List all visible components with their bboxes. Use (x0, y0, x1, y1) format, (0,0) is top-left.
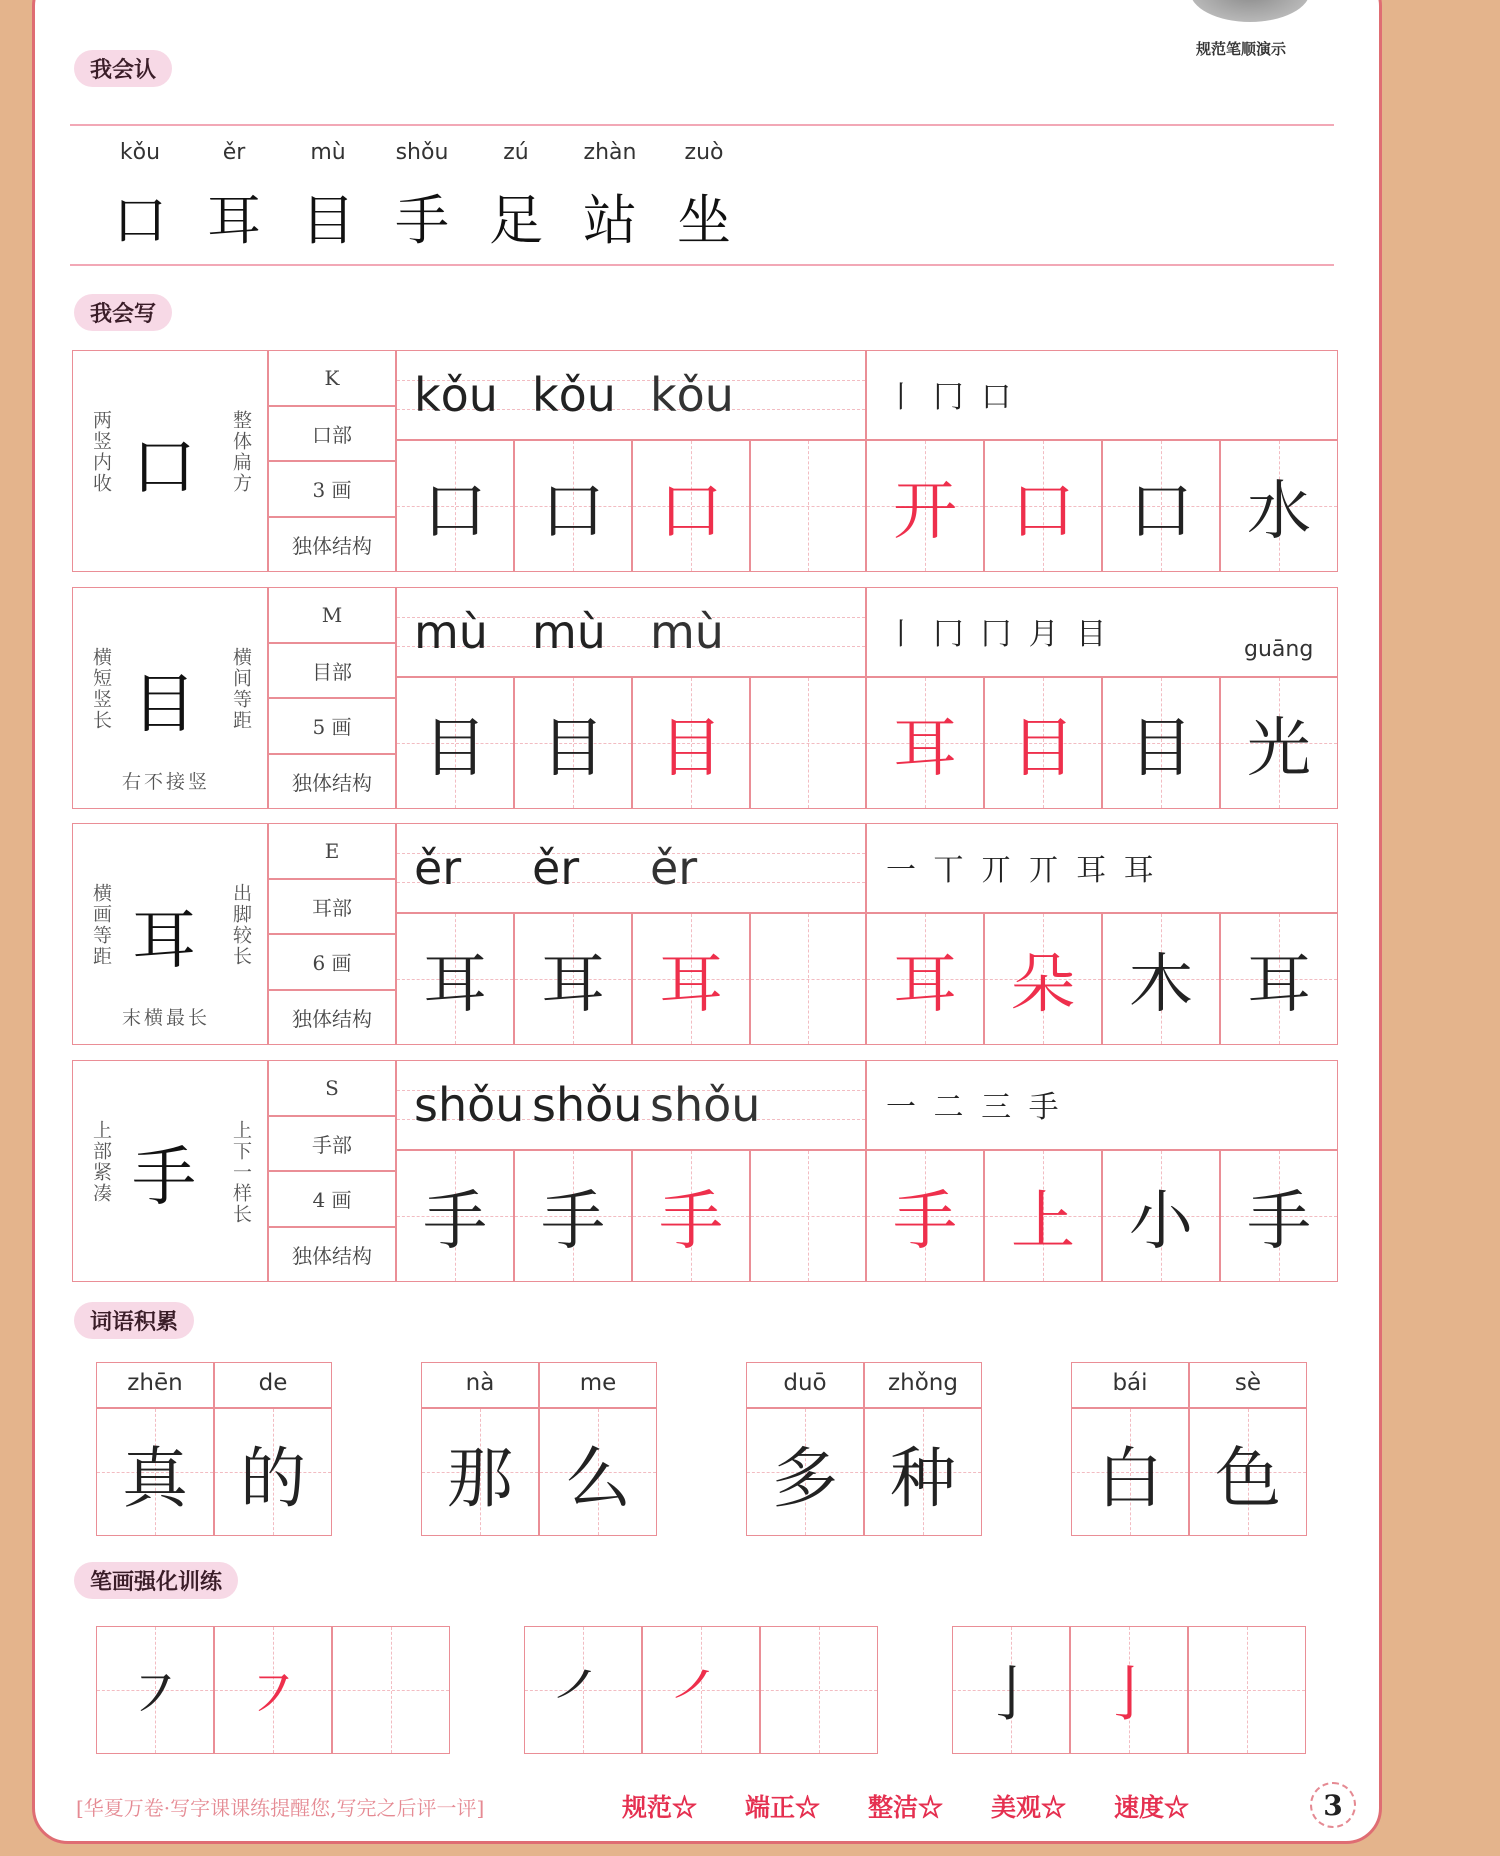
pinyin-band (396, 823, 866, 913)
recognize-char: 目 (301, 189, 355, 252)
recognize-char: 站 (583, 189, 637, 252)
page-number-text: 3 (1323, 1788, 1343, 1822)
pinyin-practice: shǒu (414, 1078, 525, 1132)
practice-char: 手 (659, 1185, 723, 1259)
practice-char: 手 (541, 1185, 605, 1259)
grid-guide-v (808, 1151, 809, 1281)
vocab-pinyin: duō (783, 1370, 827, 1396)
word-char: 目 (1011, 712, 1075, 786)
word-char: 手 (893, 1185, 957, 1259)
vocab-char: 真 (122, 1439, 188, 1517)
tip-left: 上部紧凑 (90, 1120, 112, 1204)
stroke-order: 丨 ⼌ 冂 月 目 (886, 617, 1111, 652)
pinyin-guide (397, 853, 865, 854)
practice-cell (632, 440, 750, 572)
demo-badge-image (1190, 0, 1310, 22)
stroke-glyph: ㇇ (243, 1660, 303, 1730)
practice-cell-empty (750, 1150, 866, 1282)
meta-letter (268, 1060, 396, 1116)
section-header-strokes: 笔画强化训练 (74, 1562, 238, 1599)
word-char: 耳 (1247, 948, 1311, 1022)
pinyin-practice: kǒu (650, 368, 734, 422)
word-char: 朵 (1011, 948, 1075, 1022)
demo-char: 口 (132, 431, 196, 505)
practice-cell-empty (750, 440, 866, 572)
vocab-char: 那 (447, 1439, 513, 1517)
word-char: 耳 (893, 712, 957, 786)
recognize-pinyin: mù (310, 140, 346, 165)
tip-right: 横间等距 (230, 647, 252, 731)
pinyin-practice: ěr (532, 841, 580, 895)
vocab-char: 白 (1097, 1439, 1163, 1517)
practice-char: 耳 (541, 948, 605, 1022)
stroke-order: 一 丅 丌 丌 耳 耳 (886, 853, 1158, 888)
vocab-char-cell (539, 1408, 657, 1536)
vocab-char: 种 (890, 1439, 956, 1517)
rating-label: 整洁☆ (868, 1793, 944, 1822)
word-char: 口 (1011, 475, 1075, 549)
meta-structure-text: 独体结构 (292, 1006, 372, 1031)
stroke-glyph: 亅 (1099, 1660, 1159, 1730)
word-cell (1220, 677, 1338, 809)
vocab-char: 的 (240, 1439, 306, 1517)
tip-left: 横画等距 (90, 883, 112, 967)
word-char: 耳 (893, 948, 957, 1022)
word-char: 小 (1129, 1185, 1193, 1259)
meta-letter-text: S (325, 1075, 339, 1100)
stroke-practice-cell (642, 1626, 760, 1754)
divider-line (70, 264, 1334, 266)
pinyin-guide (397, 882, 865, 883)
practice-char: 口 (659, 475, 723, 549)
pinyin-practice: ěr (414, 841, 462, 895)
grid-guide-v (1247, 1627, 1248, 1753)
stroke-practice-cell (524, 1626, 642, 1754)
meta-letter (268, 350, 396, 406)
meta-letter-text: M (321, 602, 343, 627)
practice-cell-empty (750, 677, 866, 809)
meta-radical (268, 879, 396, 935)
meta-letter-text: E (324, 838, 340, 863)
stroke-glyph: 亅 (981, 1660, 1041, 1730)
word-char: 手 (1247, 1185, 1311, 1259)
stroke-practice-cell (96, 1626, 214, 1754)
word-char: 开 (893, 475, 957, 549)
stroke-order: 丨 ⼌ 口 (886, 380, 1016, 415)
section-header-write: 我会写 (74, 294, 172, 331)
meta-strokes (268, 1171, 396, 1227)
meta-radical (268, 406, 396, 462)
vocab-char-cell (1189, 1408, 1307, 1536)
vocab-char-cell (1071, 1408, 1189, 1536)
practice-cell (396, 440, 514, 572)
practice-char: 目 (423, 712, 487, 786)
practice-cell (514, 440, 632, 572)
practice-char: 目 (659, 712, 723, 786)
recognize-pinyin: zú (503, 140, 529, 165)
stroke-glyph: ㇇ (125, 1660, 185, 1730)
vocab-pinyin: sè (1234, 1370, 1262, 1396)
grid-guide-v (819, 1627, 820, 1753)
pinyin-practice: ěr (650, 841, 698, 895)
practice-cell (396, 1150, 514, 1282)
vocab-char: 色 (1215, 1439, 1281, 1517)
practice-char: 目 (541, 712, 605, 786)
word-cell (1102, 1150, 1220, 1282)
stroke-practice-cell (760, 1626, 878, 1754)
pinyin-practice: kǒu (532, 368, 616, 422)
meta-strokes-text: 6 画 (312, 951, 352, 976)
word-cell (984, 913, 1102, 1045)
word-cell (866, 1150, 984, 1282)
rating-label: 端正☆ (745, 1793, 821, 1822)
word-cell (866, 677, 984, 809)
meta-strokes-text: 5 画 (312, 715, 352, 740)
recognize-pinyin: shǒu (395, 140, 449, 165)
meta-structure (268, 990, 396, 1046)
recognize-char: 耳 (207, 189, 261, 252)
recognize-char: 口 (113, 189, 167, 252)
practice-char: 手 (423, 1185, 487, 1259)
practice-cell (514, 1150, 632, 1282)
word-char: 上 (1011, 1185, 1075, 1259)
word-cell (866, 440, 984, 572)
tip-right: 整体扁方 (230, 410, 252, 494)
vocab-pinyin: zhēn (127, 1370, 183, 1396)
recognize-pinyin: zhàn (583, 140, 637, 165)
meta-strokes (268, 698, 396, 754)
divider-line (70, 124, 1334, 126)
section-header-vocab: 词语积累 (74, 1302, 194, 1339)
meta-structure-text: 独体结构 (292, 533, 372, 558)
word-char: 光 (1247, 712, 1311, 786)
stroke-practice-cell (1070, 1626, 1188, 1754)
meta-radical-text: 手部 (312, 1132, 352, 1157)
word-cell (984, 1150, 1102, 1282)
grid-guide-v (808, 441, 809, 571)
meta-structure-text: 独体结构 (292, 770, 372, 795)
word-cell (1102, 440, 1220, 572)
meta-letter (268, 823, 396, 879)
word-cell (866, 913, 984, 1045)
vocab-char-cell (864, 1408, 982, 1536)
recognize-pinyin: kǒu (119, 140, 161, 165)
practice-cell (514, 677, 632, 809)
demo-char: 目 (132, 668, 196, 742)
tip-right: 出脚较长 (230, 883, 252, 967)
meta-structure (268, 1227, 396, 1283)
stroke-order: 一 二 三 手 (886, 1090, 1063, 1125)
recognize-pinyin: zuò (684, 140, 724, 165)
vocab-char-cell (421, 1408, 539, 1536)
vocab-pinyin: de (258, 1370, 288, 1396)
tip-left: 两竖内收 (90, 410, 112, 494)
stroke-practice-cell (214, 1626, 332, 1754)
vocab-char-cell (746, 1408, 864, 1536)
vocab-char-cell (96, 1408, 214, 1536)
practice-cell (632, 677, 750, 809)
word-cell (1102, 913, 1220, 1045)
meta-letter-text: K (324, 365, 340, 390)
stroke-practice-cell (332, 1626, 450, 1754)
grid-guide-v (808, 914, 809, 1044)
meta-structure-text: 独体结构 (292, 1243, 372, 1268)
rating-label: 美观☆ (991, 1793, 1067, 1822)
meta-radical-text: 口部 (312, 422, 352, 447)
pinyin-practice: mù (650, 605, 724, 659)
pinyin-practice: mù (532, 605, 606, 659)
demo-char: 手 (132, 1141, 196, 1215)
word-cell (1220, 1150, 1338, 1282)
pinyin-practice: shǒu (532, 1078, 643, 1132)
tip-left: 横短竖长 (90, 647, 112, 731)
practice-cell (632, 1150, 750, 1282)
word-char: 木 (1129, 948, 1193, 1022)
rating-label: 速度☆ (1114, 1793, 1190, 1822)
rating-label: 规范☆ (622, 1793, 698, 1822)
pinyin-practice: shǒu (650, 1078, 761, 1132)
meta-strokes (268, 461, 396, 517)
meta-radical-text: 目部 (312, 659, 352, 684)
meta-structure (268, 754, 396, 810)
word-cell (1220, 440, 1338, 572)
meta-radical (268, 643, 396, 699)
vocab-char-cell (214, 1408, 332, 1536)
recognize-char: 坐 (677, 189, 731, 252)
recognize-pinyin: ěr (222, 140, 246, 165)
meta-strokes-text: 3 画 (312, 478, 352, 503)
word-char: 口 (1129, 475, 1193, 549)
stroke-practice-cell (952, 1626, 1070, 1754)
section-header-recognize: 我会认 (74, 50, 172, 87)
meta-radical (268, 1116, 396, 1172)
practice-char: 耳 (659, 948, 723, 1022)
meta-letter (268, 587, 396, 643)
pinyin-practice: mù (414, 605, 488, 659)
word-cell (1102, 677, 1220, 809)
vocab-char: 么 (565, 1439, 631, 1517)
recognize-char: 手 (395, 189, 449, 252)
word-cell (984, 677, 1102, 809)
vocab-char: 多 (772, 1439, 838, 1517)
practice-char: 口 (541, 475, 605, 549)
stroke-practice-cell (1188, 1626, 1306, 1754)
practice-char: 口 (423, 475, 487, 549)
practice-char: 耳 (423, 948, 487, 1022)
tip-bottom: 末横最长 (122, 1007, 211, 1029)
practice-cell (632, 913, 750, 1045)
stroke-glyph: ㇒ (671, 1660, 731, 1730)
footer-reminder: [华夏万卷·写字课课练提醒您,写完之后评一评] (76, 1796, 485, 1820)
tip-right: 上下一样长 (230, 1120, 252, 1225)
meta-strokes (268, 934, 396, 990)
word-char: 水 (1247, 475, 1311, 549)
stroke-glyph: ㇒ (553, 1660, 613, 1730)
recognize-char: 足 (489, 189, 543, 252)
word-pinyin: guāng (1244, 637, 1314, 662)
vocab-pinyin: nà (465, 1370, 495, 1396)
pinyin-practice: kǒu (414, 368, 498, 422)
vocab-pinyin: zhǒng (888, 1370, 958, 1396)
practice-cell (396, 913, 514, 1045)
meta-radical-text: 耳部 (312, 895, 352, 920)
top-caption: 规范笔顺演示 (1196, 40, 1287, 58)
page-number (1310, 1782, 1356, 1828)
grid-guide-v (391, 1627, 392, 1753)
demo-char: 耳 (132, 904, 196, 978)
practice-cell (396, 677, 514, 809)
vocab-pinyin: bái (1112, 1370, 1148, 1396)
word-cell (984, 440, 1102, 572)
word-char: 目 (1129, 712, 1193, 786)
meta-structure (268, 517, 396, 573)
tip-bottom: 右不接竖 (122, 771, 211, 793)
practice-cell (514, 913, 632, 1045)
word-cell (1220, 913, 1338, 1045)
practice-cell-empty (750, 913, 866, 1045)
grid-guide-v (808, 678, 809, 808)
vocab-pinyin: me (579, 1370, 617, 1396)
meta-strokes-text: 4 画 (312, 1188, 352, 1213)
